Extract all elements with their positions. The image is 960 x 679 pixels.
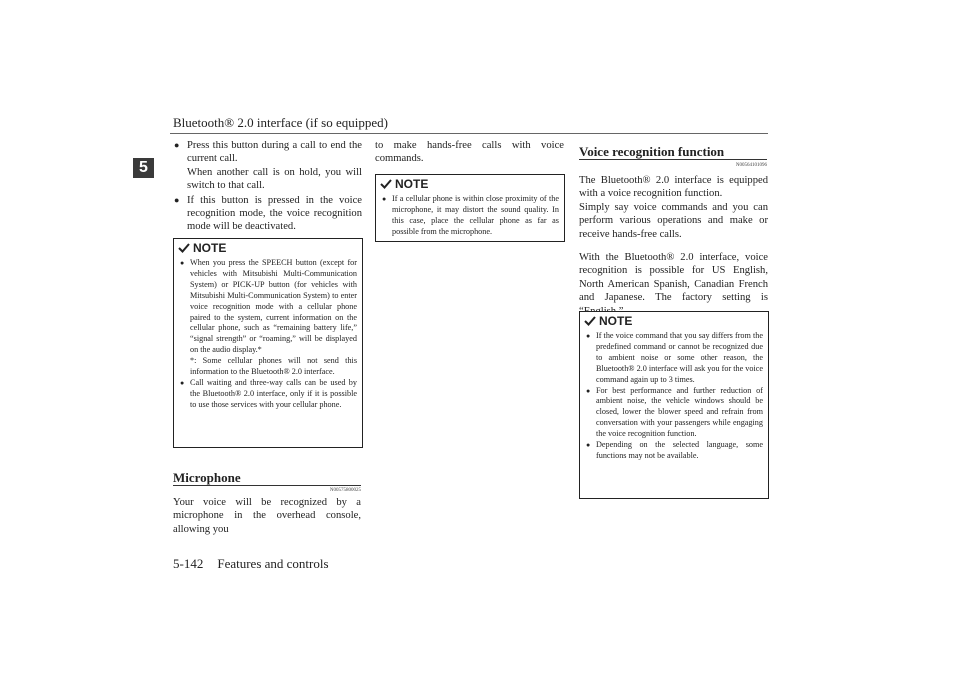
note-item: ● If the voice command that you say differs from the predefined command or cannot be recognized due to ambient noise or some other reason, the Bluetooth® 2.0 interface will ask you for the voice command again up to 3 times. [586, 331, 763, 386]
section-heading: Voice recognition function [579, 144, 725, 159]
column-1 [173, 139, 362, 235]
note-item: ● When you press the SPEECH button (except for vehicles with Mitsubishi Multi-Communication System) or PICK-UP button (for vehicles with Mitsubishi Multi-Communication System) to enter voice recognition mode with a cellular phone paired to the system, current information on the cellular phone, such as “remaining battery life,” “signal strength” or “roaming,” will be displayed on the audio display.* [180, 258, 357, 356]
paragraph: With the Bluetooth® 2.0 interface, voice recognition is possible for US English, North American Spanish, Canadian French and Japanese. The factory setting is [579, 252, 768, 304]
chapter-tab: 5 [133, 158, 154, 178]
note-title: NOTE [395, 177, 429, 191]
col2-text: to make hands-free calls with voice commands. [375, 140, 564, 165]
note-header [174, 239, 362, 257]
bullet-voice-mode: ● If this button is pressed in the voice recognition mode, the voice recognition mode will be deactivated. [173, 194, 362, 234]
page-footer [173, 556, 343, 572]
section-heading: Microphone [173, 470, 241, 485]
note-box [375, 174, 565, 242]
note-box [173, 238, 363, 448]
check-icon [584, 316, 596, 326]
bullet-text: When another call is on hold, you will switch to that call. [187, 166, 362, 192]
voice-recognition-heading-box [579, 143, 767, 160]
note-title: NOTE [193, 241, 227, 255]
note-header [580, 312, 768, 330]
note-footnote: *: Some cellular phones will not send this information to the Bluetooth® 2.0 interface. [190, 356, 357, 377]
note-box [579, 311, 769, 499]
bullet-text: ● Press this button during a call to end the current call. [187, 140, 362, 165]
page-number: 5-142 [173, 556, 204, 571]
check-icon [380, 179, 392, 189]
paragraph: Simply say voice commands and you can perform various operations and make or receive hands-free calls. [579, 201, 768, 240]
paragraph: The Bluetooth® 2.0 interface is equipped with a voice recognition function. [579, 175, 768, 200]
section-code: N00575800025 [329, 488, 361, 493]
page-header-title: Bluetooth® 2.0 interface (if so equipped) [173, 115, 388, 130]
bullet-end-call [173, 139, 362, 193]
note-item: ● For best performance and further reduction of ambient noise, the vehicle windows should be closed, lower the blower speed and refrain from conversation with your passengers while engaging the voice recognition function. [586, 386, 763, 441]
note-header [376, 175, 564, 193]
note-item: ● If a cellular phone is within close proximity of the microphone, it may distort the sound quality. In this case, place the cellular phone as far as possible from the microphone. [382, 194, 559, 238]
col3-text [579, 174, 768, 318]
section-code: N00564101096 [735, 163, 767, 168]
microphone-heading-box [173, 469, 361, 486]
note-item: ● Depending on the selected language, some functions may not be available. [586, 440, 763, 462]
note-title: NOTE [599, 314, 633, 328]
footer-section: Features and controls [217, 556, 329, 571]
header-rule [170, 133, 768, 134]
microphone-text: Your voice will be recognized by a microphone in the overhead console, allowing you [173, 497, 361, 535]
note-item: ● Call waiting and three-way calls can be used by the Bluetooth® 2.0 interface, only if it is possible to use those services with your cellular phone. [180, 378, 357, 411]
check-icon [178, 243, 190, 253]
